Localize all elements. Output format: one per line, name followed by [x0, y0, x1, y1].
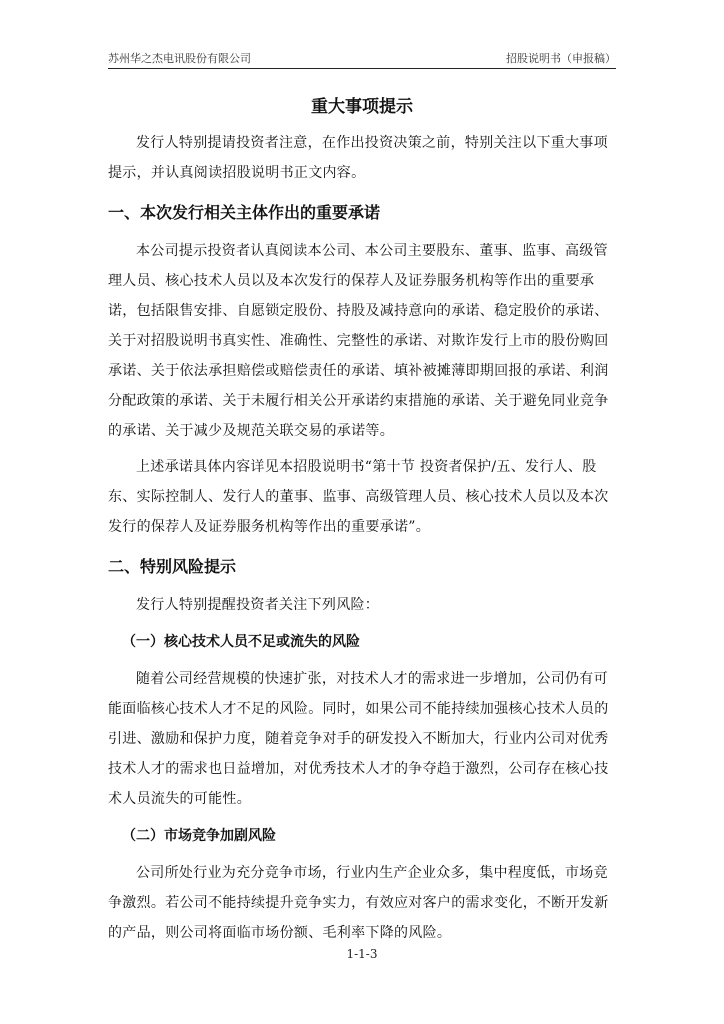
section1-paragraph-1: 本公司提示投资者认真阅读本公司、本公司主要股东、董事、监事、高级管理人员、核心技术人员以及本次发行的保荐人及证券服务机构等作出的重要承诺，包括限售安排、自愿锁定股份、持股及减持意向的承诺、稳定股价的承诺、关于对招股说明书真实性、准确性、完整性的承诺、对欺诈发行上市的股份购回承诺、关于依法承担赔偿或赔偿责任的承诺、填补被摊薄即期回报的承诺、利润分配政策的承诺、关于未履行相关公开承诺约束措施的承诺、关于避免同业竞争的承诺、关于减少及规范关联交易的承诺等。	[108, 243, 609, 439]
header-document-type: 招股说明书（申报稿）	[506, 52, 616, 65]
risk1-heading: （一）核心技术人员不足或流失的风险	[122, 634, 360, 650]
section2-heading: 二、特别风险提示	[108, 557, 237, 576]
section2-intro: 发行人特别提醒投资者关注下列风险：	[136, 597, 380, 613]
intro-paragraph: 发行人特别提请投资者注意，在作出投资决策之前，特别关注以下重大事项提示，并认真阅读招股说明书正文内容。	[108, 135, 608, 181]
risk2-heading: （二）市场竞争加剧风险	[122, 828, 276, 844]
page-number: 1-1-3	[346, 947, 378, 961]
document-body	[108, 92, 616, 948]
page-header	[108, 50, 616, 68]
page-title: 重大事项提示	[311, 97, 413, 117]
section1-paragraph-2: 上述承诺具体内容详见本招股说明书“第十节 投资者保护/五、发行人、股东、实际控制人、发行人的董事、监事、高级管理人员、核心技术人员以及本次发行的保荐人及证券服务机构等作出的重要承诺”。	[108, 459, 609, 535]
risk2-paragraph: 公司所处行业为充分竞争市场，行业内生产企业众多，集中程度低，市场竞争激烈。若公司不能持续提升竞争实力，有效应对客户的需求变化，不断开发新的产品，则公司将面临市场份额、毛利率下降的风险。	[108, 865, 609, 941]
section1-heading: 一、本次发行相关主体作出的重要承诺	[108, 203, 381, 222]
risk1-paragraph: 随着公司经营规模的快速扩张，对技术人才的需求进一步增加，公司仍有可能面临核心技术人才不足的风险。同时，如果公司不能持续加强核心技术人员的引进、激励和保护力度，随着竞争对手的研发投入不断加大，行业内公司对优秀技术人才的需求也日益增加，对优秀技术人才的争夺趋于激烈，公司存在核心技术人员流失的可能性。	[108, 671, 609, 807]
header-divider	[108, 68, 616, 69]
header-company-name: 苏州华之杰电讯股份有限公司	[108, 52, 251, 65]
